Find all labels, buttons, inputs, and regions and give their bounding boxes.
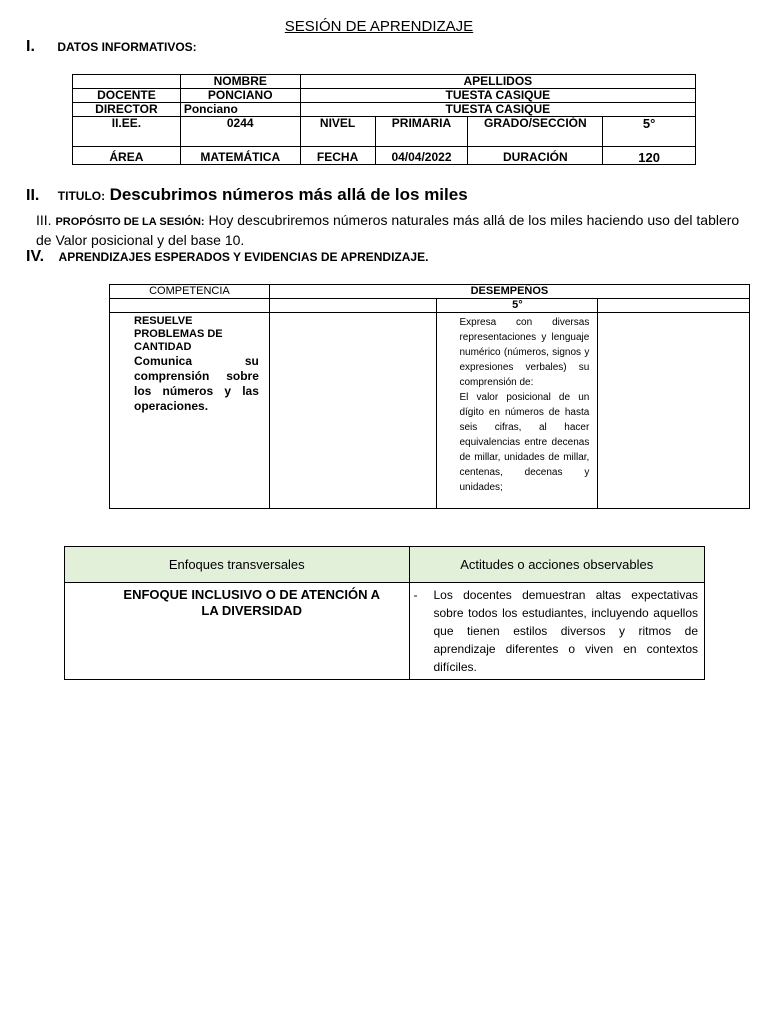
competencia-text: Comunica su comprensión sobre los números y las operaciones. — [134, 354, 259, 413]
header-enfoques: Enfoques transversales — [65, 547, 410, 583]
actitud-text: Los docentes demuestran altas expectativas sobre todos los estudiantes, incluyendo aquellos que tienen estilos diversos y ritmos de aprendizaje diferentes o viven en contextos difíciles. — [433, 588, 698, 674]
cell-empty — [269, 313, 437, 509]
docente-apellidos: TUESTA CASIQUE — [300, 89, 695, 103]
duracion-value: 120 — [603, 147, 696, 165]
page-title: SESIÓN DE APRENDIZAJE — [284, 18, 474, 35]
grado-label: GRADO/SECCIÓN — [468, 117, 603, 147]
cell-empty — [110, 299, 270, 313]
cell-empty — [269, 299, 437, 313]
section-4-heading: IV. APRENDIZAJES ESPERADOS Y EVIDENCIAS DE APRENDIZAJE. — [26, 248, 429, 265]
header-competencia: COMPETENCIA — [110, 285, 270, 299]
fecha-value: 04/04/2022 — [375, 147, 468, 165]
nivel-value: PRIMARIA — [375, 117, 468, 147]
cell-empty — [598, 299, 750, 313]
section-3-purpose: III. PROPÓSITO DE LA SESIÓN: Hoy descubriremos números naturales más allá de los miles haciendo uso del tablero de Valor posicional y del base 10. — [36, 212, 740, 248]
desempeno-text-2: El valor posicional de un dígito en números de hasta seis cifras, al hacer equivalencias entre decenas de millar, unidades de millar, centenas, decenas y unidades; — [459, 392, 590, 493]
header-nombre: NOMBRE — [180, 75, 300, 89]
grado-value: 5° — [603, 117, 696, 147]
cell-empty — [73, 75, 181, 89]
competencia-cell — [110, 313, 270, 509]
bullet: - — [413, 588, 418, 602]
session-title: Descubrimos números más allá de los miles — [109, 185, 468, 204]
director-label: DIRECTOR — [73, 103, 181, 117]
header-actitudes: Actitudes o acciones observables — [409, 547, 705, 583]
competencia-title: RESUELVE PROBLEMAS DE CANTIDAD — [134, 315, 223, 353]
fecha-label: FECHA — [300, 147, 375, 165]
cell-empty — [598, 313, 750, 509]
desempeno-cell — [437, 313, 598, 509]
nivel-label: NIVEL — [300, 117, 375, 147]
iiee-label: II.EE. — [73, 117, 181, 147]
actitud-cell — [409, 583, 705, 680]
duracion-label: DURACIÓN — [468, 147, 603, 165]
area-label: ÁREA — [73, 147, 181, 165]
docente-nombre: PONCIANO — [180, 89, 300, 103]
desempeno-text: Expresa con diversas representaciones y lenguaje numérico (números, signos y expresiones verbales) su comprensión de: — [459, 317, 590, 388]
enfoques-table — [64, 546, 705, 680]
enfoque-cell: ENFOQUE INCLUSIVO O DE ATENCIÓN A LA DIVERSIDAD — [65, 583, 410, 680]
iiee-value: 0244 — [180, 117, 300, 147]
director-apellidos: TUESTA CASIQUE — [300, 103, 695, 117]
docente-label: DOCENTE — [73, 89, 181, 103]
header-apellidos: APELLIDOS — [300, 75, 695, 89]
header-grado: 5° — [437, 299, 598, 313]
section-2-heading: II. TITULO: Descubrimos números más allá de los miles — [26, 185, 468, 204]
director-nombre: Ponciano — [180, 103, 300, 117]
datos-informativos-table — [72, 74, 696, 165]
aprendizajes-table — [109, 284, 750, 509]
area-value: MATEMÁTICA — [180, 147, 300, 165]
section-1-heading: I. DATOS INFORMATIVOS: — [26, 38, 197, 55]
header-desempenos: DESEMPEÑOS — [269, 285, 749, 299]
